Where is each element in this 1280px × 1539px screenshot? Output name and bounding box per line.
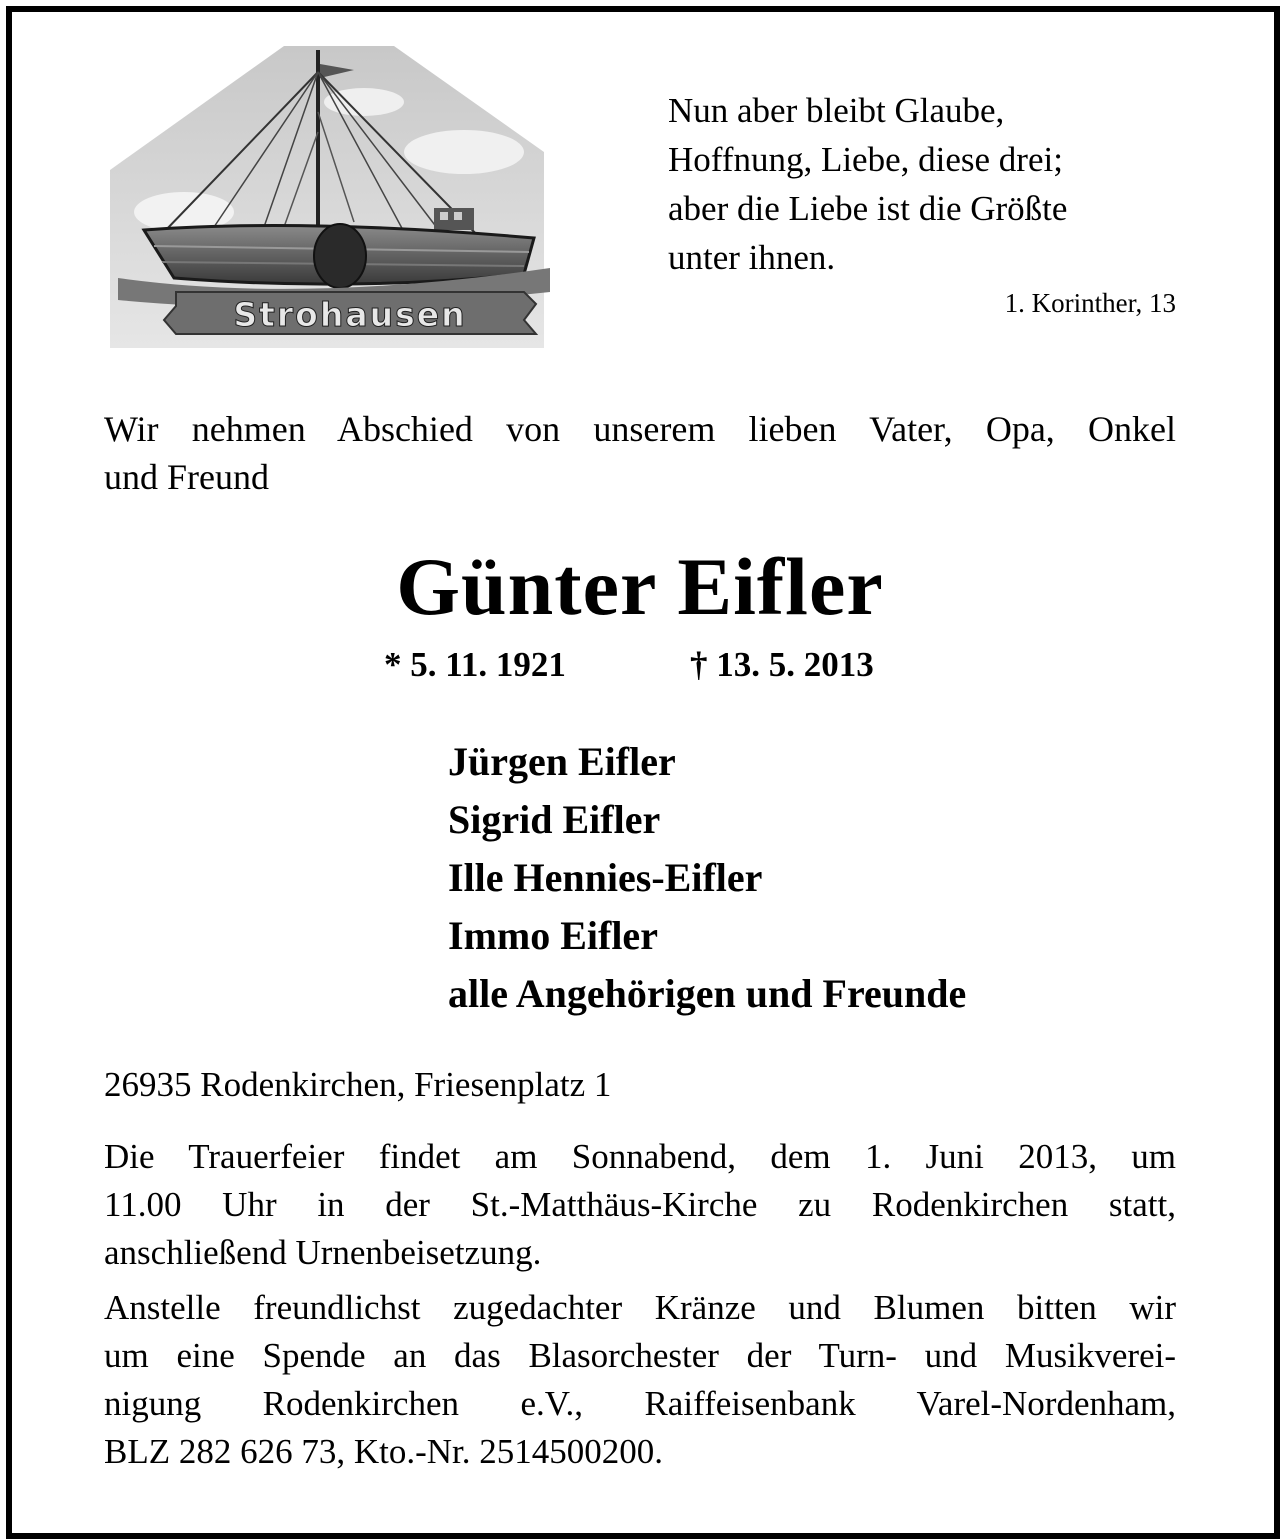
verse-line: Hoffnung, Liebe, diese drei; xyxy=(668,140,1063,179)
birth-date: * 5. 11. 1921 xyxy=(384,645,566,684)
mourner-name: Ille Hennies-Eifler xyxy=(448,855,763,900)
logo-label: Strohausen xyxy=(233,295,467,334)
service-line: 11.00 Uhr in der St.-Matthäus-Kirche zu Rodenkirchen statt, xyxy=(104,1185,1176,1224)
donation-info xyxy=(104,1284,1176,1476)
service-line: anschließend Urnenbeisetzung. xyxy=(104,1233,542,1272)
verse-line: Nun aber bleibt Glaube, xyxy=(668,91,1005,130)
intro-line: und Freund xyxy=(104,457,269,497)
mourners-list xyxy=(448,733,966,1023)
donation-line: BLZ 282 626 73, Kto.-Nr. 2514500200. xyxy=(104,1432,664,1471)
intro-text xyxy=(104,405,1176,501)
donation-line: Anstelle freundlichst zugedachter Kränze und Blumen bitten wir xyxy=(104,1288,1176,1327)
strohausen-ship-logo xyxy=(104,42,554,352)
mourner-name: Jürgen Eifler xyxy=(448,739,676,784)
donation-line: nigung Rodenkirchen e.V., Raiffeisenbank Varel-Nordenham, xyxy=(104,1384,1176,1423)
death-date: † 13. 5. 2013 xyxy=(690,645,874,684)
service-info xyxy=(104,1133,1176,1277)
bible-verse xyxy=(668,86,1067,282)
verse-line: unter ihnen. xyxy=(668,238,836,277)
mourner-name: Immo Eifler xyxy=(448,913,658,958)
address: 26935 Rodenkirchen, Friesenplatz 1 xyxy=(104,1065,612,1104)
verse-reference: 1. Korinther, 13 xyxy=(1004,288,1176,318)
deceased-name: Günter Eifler xyxy=(396,541,884,632)
donation-line: um eine Spende an das Blasorchester der Turn- und Musikverei- xyxy=(104,1336,1176,1375)
intro-line: Wir nehmen Abschied von unserem lieben Vater, Opa, Onkel xyxy=(104,409,1176,449)
service-line: Die Trauerfeier findet am Sonnabend, dem 1. Juni 2013, um xyxy=(104,1137,1176,1176)
mourner-name: alle Angehörigen und Freunde xyxy=(448,971,967,1016)
mourner-name: Sigrid Eifler xyxy=(448,797,661,842)
verse-line: aber die Liebe ist die Größte xyxy=(668,189,1068,228)
